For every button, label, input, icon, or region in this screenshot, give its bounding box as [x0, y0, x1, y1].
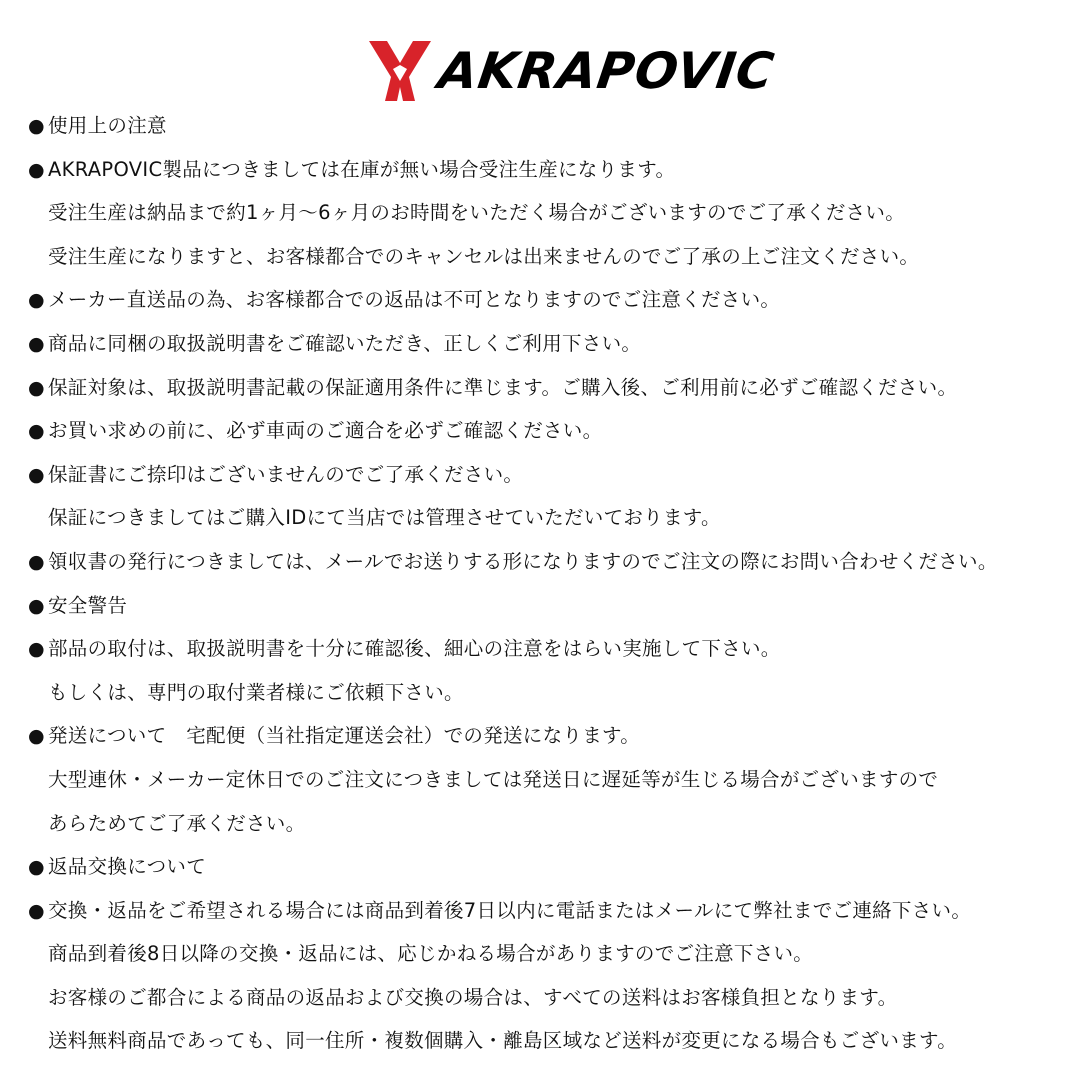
- note-line: [28, 889, 1073, 933]
- bullet-icon: ●: [28, 594, 45, 617]
- note-text: 大型連休・メーカー定休日でのご注文につきましては発送日に遅延等が生じる場合がございますので: [48, 767, 939, 791]
- bullet-icon: ●: [28, 115, 45, 137]
- note-text: お買い求めの前に、必ず車両のご適合を必ずご確認ください。: [48, 419, 603, 443]
- note-line: [28, 584, 1073, 628]
- note-text: 保証対象は、取扱説明書記載の保証適用条件に準じます。ご購入後、ご利用前に必ずご確認ください。: [48, 375, 958, 399]
- note-text: 受注生産になりますと、お客様都合でのキャンセルは出来ませんのでご了承の上ご注文ください。: [48, 244, 920, 268]
- note-line: [28, 496, 1073, 540]
- note-line: [28, 540, 1073, 584]
- bullet-icon: ●: [28, 463, 45, 486]
- note-line: [28, 1019, 1073, 1063]
- note-text: AKRAPOVIC製品につきましては在庫が無い場合受注生産になります。: [48, 157, 676, 181]
- note-line: [28, 671, 1073, 715]
- usage-notes-list: [28, 104, 1073, 1063]
- note-text: 発送について 宅配便（当社指定運送会社）での発送になります。: [48, 724, 641, 748]
- note-text: お客様のご都合による商品の返品および交換の場合は、すべての送料はお客様負担となります。: [48, 985, 898, 1009]
- note-line: [28, 278, 1073, 322]
- bullet-icon: ●: [28, 550, 45, 573]
- note-line: [28, 932, 1073, 976]
- bullet-icon: ●: [28, 332, 45, 355]
- note-line: [28, 366, 1073, 410]
- note-line: [28, 235, 1073, 279]
- scorpion-mark-icon: [365, 39, 435, 103]
- bullet-icon: ●: [28, 638, 45, 661]
- note-text: 交換・返品をご希望される場合には商品到着後7日以内に電話またはメールにて弊社までご連絡下さい。: [48, 898, 972, 922]
- note-text: 部品の取付は、取扱説明書を十分に確認後、細心の注意をはらい実施して下さい。: [48, 637, 781, 661]
- bullet-icon: ●: [28, 725, 45, 748]
- note-text: 受注生産は納品まで約1ヶ月〜6ヶ月のお時間をいただく場合がございますのでご了承ください。: [48, 201, 906, 225]
- note-line: [28, 191, 1073, 235]
- note-line: [28, 148, 1073, 192]
- note-text: 保証書にご捺印はございませんのでご了承ください。: [48, 462, 524, 486]
- note-text: 送料無料商品であっても、同一住所・複数個購入・離島区域など送料が変更になる場合もございます。: [48, 1029, 958, 1053]
- note-line: [28, 802, 1073, 846]
- note-text: 返品交換について: [48, 855, 207, 879]
- note-text: メーカー直送品の為、お客様都合での返品は不可となりますのでご注意ください。: [48, 288, 781, 312]
- note-line: [28, 104, 1073, 148]
- brand-wordmark: AKRAPOVIC: [434, 42, 779, 100]
- bullet-icon: ●: [28, 376, 45, 399]
- bullet-icon: ●: [28, 899, 45, 922]
- note-text: 使用上の注意: [48, 114, 167, 137]
- note-text: 商品に同梱の取扱説明書をご確認いただき、正しくご利用下さい。: [48, 331, 642, 355]
- akrapovic-logo: [365, 36, 779, 106]
- note-line: [28, 714, 1073, 758]
- bullet-icon: ●: [28, 856, 45, 879]
- note-line: [28, 409, 1073, 453]
- note-line: [28, 453, 1073, 497]
- bullet-icon: ●: [28, 420, 45, 443]
- bullet-icon: ●: [28, 158, 45, 181]
- note-text: 領収書の発行につきましては、メールでお送りする形になりますのでご注文の際にお問い合わせください。: [48, 549, 998, 573]
- note-text: 保証につきましてはご購入IDにて当店では管理させていただいております。: [48, 506, 721, 530]
- note-line: [28, 845, 1073, 889]
- note-text: あらためてご了承ください。: [48, 811, 306, 835]
- note-text: もしくは、専門の取付業者様にご依頼下さい。: [48, 680, 464, 704]
- note-line: [28, 627, 1073, 671]
- note-line: [28, 758, 1073, 802]
- note-line: [28, 976, 1073, 1020]
- note-text: 安全警告: [48, 593, 128, 617]
- note-text: 商品到着後8日以降の交換・返品には、応じかねる場合がありますのでご注意下さい。: [48, 942, 814, 966]
- note-line: [28, 322, 1073, 366]
- bullet-icon: ●: [28, 289, 45, 312]
